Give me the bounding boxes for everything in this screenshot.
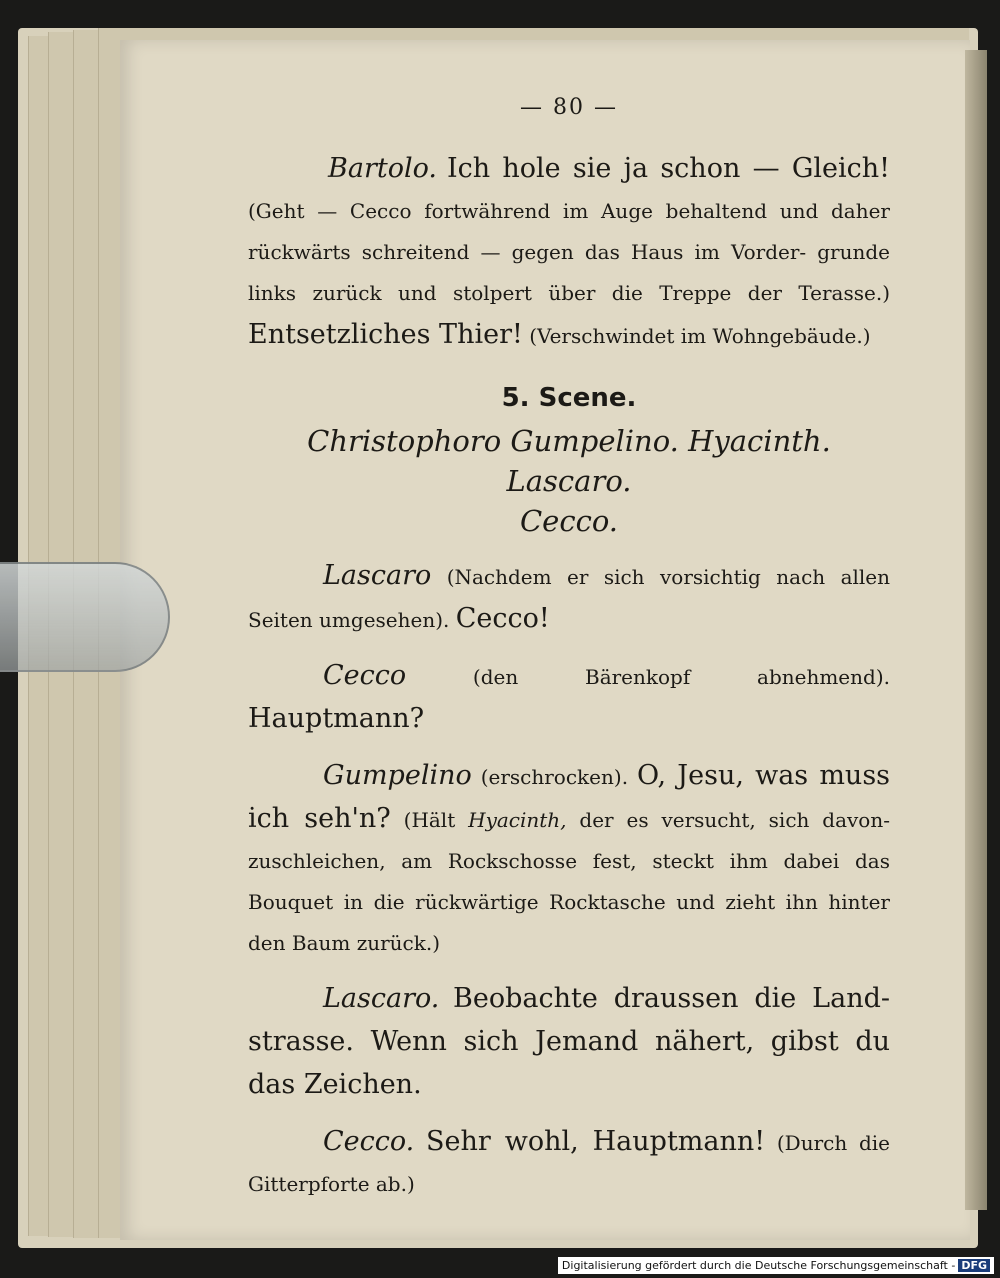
paragraph-lascaro-2	[248, 978, 890, 1107]
stage-direction: (Durch die Gitterpforte ab.)	[248, 1131, 891, 1196]
speech: O, Jesu, was muss ich seh'n?	[248, 760, 891, 834]
speaker-name: Lascaro.	[323, 983, 440, 1014]
paragraph-gumpelino	[248, 755, 890, 964]
page-number: — 80 —	[520, 95, 618, 120]
scene-heading: 5. Scene.	[501, 383, 637, 413]
speech: Hauptmann?	[248, 703, 425, 734]
speaker-name: Gumpelino	[323, 760, 472, 791]
speech: Entsetzliches Thier!	[248, 319, 523, 350]
funding-footer	[558, 1257, 994, 1274]
stage-direction: (Hält	[403, 808, 456, 832]
cast-line: Christophoro Gumpelino. Hyacinth. Lascaro.	[307, 424, 831, 498]
cast-line: Cecco.	[519, 504, 618, 538]
stage-direction: (den Bärenkopf abnehmend).	[472, 665, 890, 689]
stage-direction: (Verschwindet im Wohngebäude.)	[529, 324, 871, 348]
stage-direction: (Geht — Cecco fortwährend im Auge behaltend und daher rückwärts schreitend — gegen das Haus im Vorder- grunde links zurück und stolpert über die Treppe der Terasse.)	[248, 199, 890, 305]
page-gutter	[965, 50, 987, 1210]
cast-list	[248, 421, 890, 541]
character-name: Hyacinth,	[468, 808, 567, 832]
stage-direction: (erschrocken).	[480, 765, 629, 789]
paragraph-bartolo	[248, 148, 890, 357]
paragraph-cecco-2	[248, 1121, 890, 1205]
footer-text: Digitalisierung gefördert durch die Deutsche Forschungsgemeinschaft -	[561, 1259, 956, 1272]
speaker-name: Lascaro	[323, 560, 432, 591]
paragraph-cecco	[248, 655, 890, 741]
stage-direction: der es versucht, sich davon- zuschleichen, am Rockschosse fest, steckt ihm dabei das Bouquet in die rückwärtige Rocktasche und zieht ihn hinter den Baum zurück.)	[248, 808, 890, 955]
speech: Cecco!	[455, 603, 550, 634]
page-text	[248, 95, 890, 1205]
page-clip-bookmark	[0, 562, 170, 672]
speech: Ich hole sie ja schon — Gleich!	[446, 153, 891, 184]
paragraph-lascaro	[248, 555, 890, 641]
speaker-name: Bartolo.	[328, 153, 437, 184]
speaker-name: Cecco.	[323, 1126, 415, 1157]
speaker-name: Cecco	[323, 660, 407, 691]
stage-direction: (Nachdem er sich vorsichtig nach allen Seiten umgesehen).	[248, 565, 890, 632]
speech: Beobachte draussen die Land- strasse. Wenn sich Jemand nähert, gibst du das Zeichen.	[248, 983, 890, 1100]
speech: Sehr wohl, Hauptmann!	[425, 1126, 766, 1157]
dfg-logo: DFG	[958, 1259, 990, 1272]
